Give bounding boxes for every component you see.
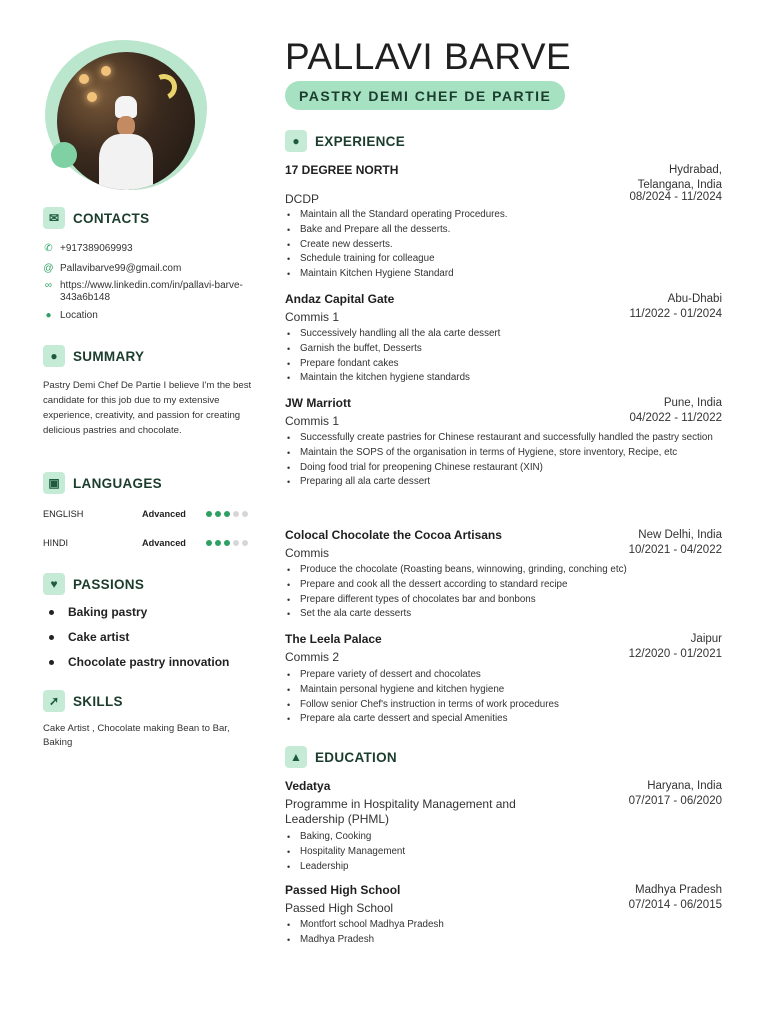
duty-item: • Preparing all ala carte dessert: [285, 475, 725, 490]
person-icon: ●: [43, 345, 65, 367]
passion-label: Baking pastry: [68, 605, 148, 619]
job-location: Abu-Dhabi: [667, 293, 722, 305]
job-role: Commis 1: [285, 414, 340, 428]
school-location: Madhya Pradesh: [635, 884, 722, 896]
skills-text: Cake Artist , Chocolate making Bean to Bar, Baking: [43, 723, 230, 748]
duty-item: • Maintain all the Standard operating Procedures.: [285, 208, 725, 223]
duty-item: • Maintain Kitchen Hygiene Standard: [285, 267, 725, 282]
job-role: Commis 2: [285, 650, 340, 664]
heart-icon: ♥: [43, 573, 65, 595]
company-name: 17 DEGREE NORTH: [285, 163, 399, 177]
detail-item: • Hospitality Management: [285, 845, 725, 860]
profile-photo: [57, 52, 195, 190]
profile-photo-frame: [43, 40, 213, 200]
passion-label: Chocolate pastry innovation: [68, 655, 230, 669]
location-pin-icon: ●: [45, 310, 52, 321]
moon-decoration: [147, 70, 180, 103]
job-role: Commis: [285, 546, 329, 560]
school-name: Vedatya: [285, 779, 331, 793]
education-heading: [285, 746, 397, 768]
linkedin-link[interactable]: https://www.linkedin.com/in/pallavi-barve-343a6b148: [60, 280, 243, 303]
education-details: [285, 830, 725, 874]
education-entry: [285, 779, 725, 874]
contact-email: [43, 263, 181, 275]
skills-heading: [43, 690, 123, 712]
detail-item: • Baking, Cooking: [285, 830, 725, 845]
passion-item: [49, 655, 229, 669]
duty-item: • Prepare and cook all the dessert according to standard recipe: [285, 578, 725, 593]
duty-item: • Prepare different types of chocolates bar and bonbons: [285, 593, 725, 608]
experience-heading: [285, 130, 405, 152]
company-name: JW Marriott: [285, 396, 351, 410]
job-location: Pune, India: [663, 397, 722, 409]
passions-heading: [43, 573, 144, 595]
duty-item: • Maintain the SOPS of the organisation in terms of Hygiene, store inventory, Recipe, etc: [285, 446, 725, 461]
detail-item: • Madhya Pradesh: [285, 933, 725, 948]
email-link[interactable]: Pallavibarve99@gmail.com: [60, 263, 182, 274]
at-icon: @: [43, 263, 54, 274]
passion-item: [49, 605, 147, 619]
experience-entry: [285, 632, 725, 727]
passion-label: Cake artist: [68, 630, 130, 644]
language-level: Advanced: [142, 509, 186, 519]
candidate-name: PALLAVI BARVE: [285, 36, 572, 77]
job-duties: [285, 563, 725, 622]
experience-entry: [285, 292, 725, 387]
passion-item: [49, 630, 129, 644]
language-name: HINDI: [43, 538, 69, 548]
duty-item: • Schedule training for colleague: [285, 252, 725, 267]
summary-heading: [43, 345, 144, 367]
id-card-icon: ▣: [43, 472, 65, 494]
company-name: Andaz Capital Gate: [285, 292, 395, 306]
duty-item: • Produce the chocolate (Roasting beans, winnowing, grinding, conching etc): [285, 563, 725, 578]
duty-item: • Garnish the buffet, Desserts: [285, 342, 725, 357]
language-name: ENGLISH: [43, 509, 84, 519]
company-name: Colocal Chocolate the Cocoa Artisans: [285, 528, 502, 542]
phone-text[interactable]: +917389069993: [60, 243, 133, 254]
contact-linkedin: [43, 280, 248, 304]
job-role: DCDP: [285, 192, 320, 206]
envelope-icon: ✉: [43, 207, 65, 229]
job-duties: [285, 668, 725, 727]
job-title-badge: PASTRY DEMI CHEF DE PARTIE: [285, 81, 565, 110]
duty-item: • Create new desserts.: [285, 238, 725, 253]
duty-item: • Prepare fondant cakes: [285, 357, 725, 372]
link-icon: ∞: [44, 280, 53, 291]
job-duties: [285, 327, 725, 386]
language-proficiency-dots: [206, 511, 248, 517]
job-dates: 11/2022 - 01/2024: [629, 308, 722, 320]
contact-phone: [43, 243, 133, 255]
duty-item: • Maintain the kitchen hygiene standards: [285, 371, 725, 386]
job-duties: [285, 208, 725, 282]
languages-heading: [43, 472, 162, 494]
job-duties: [285, 431, 725, 490]
language-proficiency-dots: [206, 540, 248, 546]
job-dates: 10/2021 - 04/2022: [628, 544, 722, 556]
duty-item: • Bake and Prepare all the desserts.: [285, 223, 725, 238]
language-level: Advanced: [142, 538, 186, 548]
job-role: Commis 1: [285, 310, 340, 324]
school-location: Haryana, India: [647, 780, 722, 792]
duty-item: • Doing food trial for preopening Chinese restaurant (XIN): [285, 461, 725, 476]
section-title: SUMMARY: [73, 348, 145, 364]
location-text: Location: [60, 310, 98, 321]
company-name: The Leela Palace: [285, 632, 382, 646]
section-title: PASSIONS: [73, 576, 145, 592]
duty-item: • Follow senior Chef's instruction in terms of work procedures: [285, 698, 725, 713]
contacts-heading: [43, 207, 149, 229]
experience-entry: [285, 163, 725, 283]
section-title: CONTACTS: [73, 210, 150, 226]
job-location: Hydrabad, Telangana, India: [637, 164, 722, 191]
experience-entry: [285, 528, 725, 623]
job-location: Jaipur: [690, 633, 722, 645]
phone-icon: ✆: [44, 243, 53, 254]
duty-item: • Maintain personal hygiene and kitchen hygiene: [285, 683, 725, 698]
section-title: EXPERIENCE: [315, 133, 406, 149]
duty-item: • Set the ala carte desserts: [285, 607, 725, 622]
program-name: Passed High School: [285, 901, 394, 915]
detail-item: • Leadership: [285, 860, 725, 875]
duty-item: • Prepare ala carte dessert and special Amenities: [285, 712, 725, 727]
education-dates: 07/2017 - 06/2020: [628, 795, 722, 807]
school-name: Passed High School: [285, 883, 401, 897]
summary-text: Pastry Demi Chef De Partie I believe I'm the best candidate for this job due to my extensive experience, creativity, and passion for creating delicious pastries and chocolate.: [43, 380, 252, 436]
education-details: [285, 918, 725, 948]
rocket-icon: ➚: [43, 690, 65, 712]
decorative-dot: [51, 142, 77, 168]
job-dates: 08/2024 - 11/2024: [629, 191, 722, 203]
duty-item: • Successfully create pastries for Chinese restaurant and successfully handled the pastry section: [285, 431, 725, 446]
detail-item: • Montfort school Madhya Pradesh: [285, 918, 725, 933]
job-location: New Delhi, India: [638, 529, 722, 541]
education-entry: [285, 883, 725, 953]
section-title: LANGUAGES: [73, 475, 162, 491]
section-title: EDUCATION: [315, 749, 397, 765]
job-dates: 04/2022 - 11/2022: [629, 412, 722, 424]
person-badge-icon: ●: [285, 130, 307, 152]
education-dates: 07/2014 - 06/2015: [628, 899, 722, 911]
graduation-cap-icon: ▲: [285, 746, 307, 768]
duty-item: • Successively handling all the ala carte dessert: [285, 327, 725, 342]
job-dates: 12/2020 - 01/2021: [628, 648, 722, 660]
section-title: SKILLS: [73, 693, 123, 709]
program-name: Programme in Hospitality Management and Leadership (PHML): [285, 797, 516, 826]
contact-location: [43, 310, 98, 322]
experience-entry: [285, 396, 725, 521]
duty-item: • Prepare variety of dessert and chocolates: [285, 668, 725, 683]
